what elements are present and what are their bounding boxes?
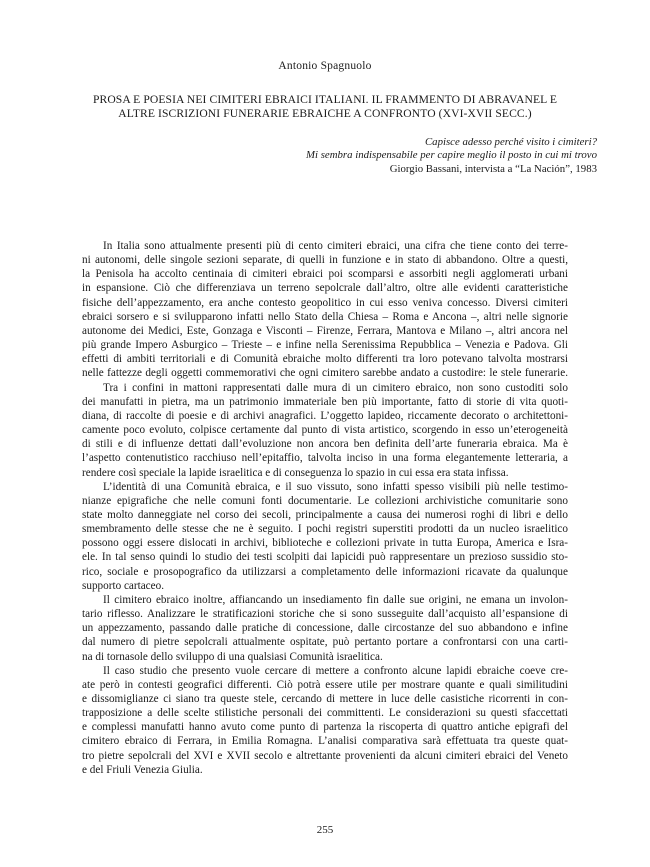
title-line: ALTRE ISCRIZIONI FUNERARIE EBRAICHE A CONFRONTO (XVI-XVII SECC.)	[118, 107, 532, 120]
epigraph-quote-line: Capisce adesso perché visito i cimiteri?	[424, 136, 597, 148]
text-line: effetti di ambiti territoriali e di Comunità ebraiche molto differenti tra loro potevano talvolta mostrarsi	[82, 353, 568, 366]
epigraph-source: Giorgio Bassani, intervista a “La Nación”, 1983	[389, 162, 597, 175]
text-line: smembramento delle stesse che ne è seguito. I pochi registri superstiti prodotti da un nucleo israelitico	[82, 523, 568, 536]
text-line: più grande Impero Asburgico – Trieste – e infine nella Serenissima Repubblica – Venezia e Padova. Gli	[82, 339, 568, 352]
title-line: PROSA E POESIA NEI CIMITERI EBRAICI ITALIANI. IL FRAMMENTO DI ABRAVANEL E	[92, 93, 558, 106]
text-line: tro pietre sepolcrali del XVI e XVII secolo e altrettante provenienti da alcuni cimiteri ebraici del Veneto	[82, 749, 568, 762]
article-title	[80, 93, 570, 121]
author-name: Antonio Spagnuolo	[278, 60, 372, 72]
text-line: fisiche dell’appezzamento, era anche contesto geopolitico in cui esso veniva concesso. Diversi cimiteri	[82, 296, 568, 309]
text-line: possono oggi essere dislocati in archivi, biblioteche e collezioni private in tutta Europa, America e Isra-	[82, 537, 568, 550]
text-line: dal numero di pietre sepolcrali attualmente ospitate, può pertanto portare a confrontarsi con una carti-	[82, 636, 568, 649]
text-line: in espansione. Ciò che differenziava un terreno sepolcrale dall’altro, oltre alle evidenti caratteristiche	[82, 282, 568, 295]
text-line: Il cimitero ebraico inoltre, affiancando un insediamento fin dalle sue origini, ne emana un involon-	[103, 593, 568, 606]
text-line: e dissomiglianze ci siano tra queste stele, cercando di mettere in luce delle casistiche ricorrenti in con-	[82, 693, 568, 705]
text-line: l’aspetto contenutistico racchiuso nell’epitaffio, talvolta inciso in una forma elegantemente letteraria, a	[82, 452, 568, 465]
text-line: supporto cartaceo.	[82, 579, 165, 592]
text-line: di stili e di influenze dettati dall’evoluzione non ancora ben definita dell’arte funeraria ebraica. Ma è	[82, 438, 568, 451]
text-line: diana, di raccolte di poesie e di archivi anagrafici. L’oggetto lapideo, riccamente decorato o architettoni-	[82, 409, 568, 422]
epigraph-quote-line: Mi sembra indispensabile per capire meglio il posto in cui mi trovo	[306, 149, 597, 162]
text-line: In Italia sono attualmente presenti più di cento cimiteri ebraici, una cifra che tiene conto dei terre-	[103, 240, 568, 252]
text-line: dei manufatti in pietra, ma un patrimonio immateriale ben più importante, fatto di storie di vita quoti-	[82, 395, 568, 408]
text-line: ele. In tal senso quindi lo studio dei testi scolpiti dai lapicidi può rappresentare un prezioso sussidio sto-	[82, 551, 568, 564]
text-line: Il caso studio che presento vuole cercare di mettere a confronto alcune lapidi ebraiche coeve cre-	[103, 664, 568, 677]
page-number: 255	[316, 824, 334, 836]
text-line: nianze epigrafiche che nelle comuni fonti documentarie. Le collezioni archivistiche comunitarie sono	[82, 494, 568, 507]
text-line: na di tornasole dello sviluppo di una qualsiasi Comunità israelitica.	[82, 650, 383, 663]
epigraph	[197, 136, 597, 176]
text-line: e complessi manufatti hanno avuto come punto di partenza la riscoperta di quattro antiche epigrafi del	[82, 721, 568, 734]
text-line: ebraici sorsero e si svilupparono infatti nello Stato della Chiesa – Roma e Ancona –, altri nelle signorie	[82, 310, 568, 323]
text-line: state molto danneggiate nel corso dei secoli, principalmente a causa dei numerosi roghi di libri e dello	[82, 508, 568, 521]
text-line: camente poco evoluto, colpisce certamente dal punto di vista artistico, scorgendo in esso un’eterogeneità	[82, 424, 568, 437]
text-line: ni autonomi, delle singole sezioni separate, di quelli in funzione e in stato di abbandono. Oltre a questi,	[82, 254, 568, 267]
text-line: trapposizione a delle scelte stilistiche personali dei committenti. Le considerazioni su questi sfaccettati	[82, 707, 568, 720]
text-line: Tra i confini in mattoni rappresentati dalle mura di un cimitero ebraico, non sono custoditi solo	[103, 381, 568, 394]
text-line: un appezzamento, passando dalle pratiche di concessione, dalle circostanze del suo abbandono e infine	[82, 622, 568, 635]
text-line: rico, sociale e prosopografico da utilizzarsi a completamento delle informazioni ricavate da qualunque	[82, 565, 568, 578]
paragraph	[82, 593, 568, 664]
paragraph	[82, 381, 568, 480]
text-line: rendere così speciale la lapide israelitica e di conseguenza lo spazio in cui essa era stata infissa.	[82, 466, 509, 479]
paragraph	[82, 664, 568, 777]
text-line: tario riflesso. Analizzare le stratificazioni storiche che si sono susseguite dall’acquisto all’espansione di	[82, 608, 568, 621]
text-line: e del Friuli Venezia Giulia.	[82, 763, 203, 776]
text-line: ate però in contesti geografici differenti. Ciò potrà essere utile per mostrare quante e quali similitudini	[82, 678, 568, 691]
text-line: autonome dei Medici, Este, Gonzaga e Visconti – Firenze, Ferrara, Mantova e Milano –, altri ancora nel	[82, 324, 568, 337]
text-line: L’identità di una Comunità ebraica, e il suo vissuto, sono infatti spesso visibili più nelle testimo-	[103, 480, 568, 493]
text-line: la Penisola ha accolto centinaia di cimiteri ebraici poi scomparsi e assorbiti negli agglomerati urbani	[82, 268, 568, 281]
paragraph	[82, 480, 568, 593]
body-text	[82, 239, 568, 777]
paragraph	[82, 239, 568, 381]
text-line: nelle fattezze degli oggetti commemorativi che ogni cimitero sarebbe andato a custodire: le stele funerarie.	[82, 367, 568, 380]
text-line: cimitero ebraico di Ferrara, in Emilia Romagna. L’analisi comparativa sarà effettuata tra queste quat-	[82, 735, 568, 748]
